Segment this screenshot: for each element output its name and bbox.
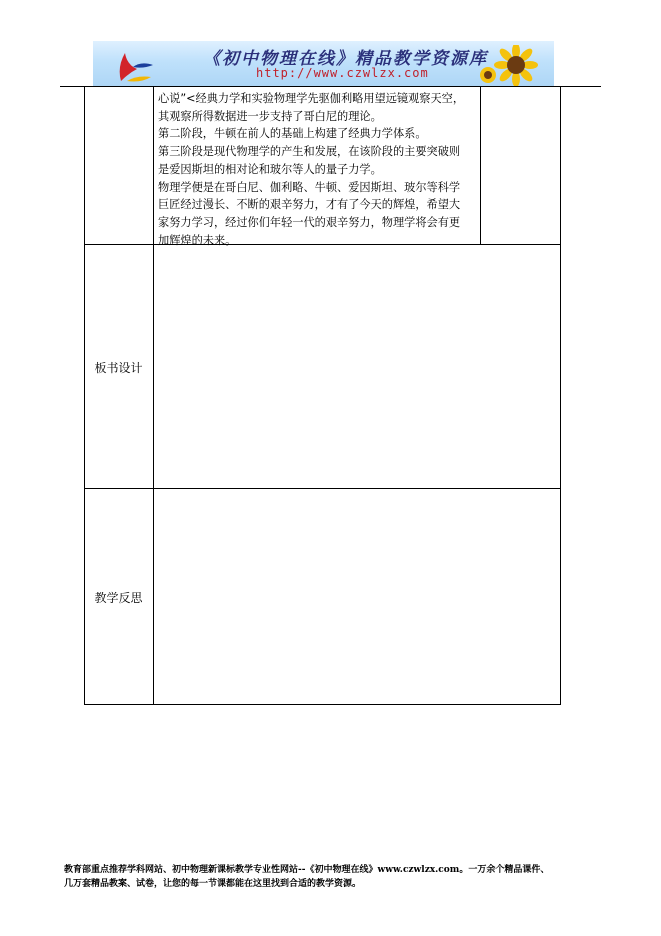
text-line: 巨匠经过漫长、不断的艰辛努力，才有了今天的辉煌，希望大 xyxy=(158,198,461,212)
text-line: 第二阶段，牛顿在前人的基础上构建了经典力学体系。 xyxy=(158,127,427,141)
text-line: 家努力学习，经过你们年轻一代的艰辛努力，物理学将会有更 xyxy=(158,215,461,229)
text-line: 第三阶段是现代物理学的产生和发展，在该阶段的主要突破则 xyxy=(158,145,461,159)
table-row-board-design-content xyxy=(153,244,561,489)
board-design-label: 板书设计 xyxy=(94,361,143,375)
header-banner xyxy=(93,41,554,86)
banner-url[interactable]: http://www.czwlzx.com xyxy=(256,66,429,80)
continuation-text xyxy=(158,90,478,249)
banner-title: 《初中物理在线》精品教学资源库 xyxy=(203,49,488,69)
text-line: 心说”<经典力学和实验物理学先驱伽利略用望远镜观察天空， xyxy=(158,92,465,105)
text-line: 加辉煌的未来。 xyxy=(158,233,237,247)
table-row-reflection-content xyxy=(153,488,561,705)
sunflower-icon xyxy=(476,45,546,86)
footer-line-1: 教育部重点推荐学科网站、初中物理新课标教学专业性网站--《初中物理在线》www.czwlzx.com。一万余个精品课件、 xyxy=(64,865,550,875)
table-row-continuation-left xyxy=(84,87,154,245)
page-footer xyxy=(64,863,604,891)
table-row-continuation-right xyxy=(480,87,561,245)
footer-line-2: 几万套精品教案、试卷，让您的每一节课都能在这里找到合适的教学资源。 xyxy=(64,879,362,889)
reflection-label: 教学反思 xyxy=(94,591,143,605)
text-line: 是爱因斯坦的相对论和玻尔等人的量子力学。 xyxy=(158,162,382,176)
logo-icon xyxy=(107,47,157,83)
text-line: 其观察所得数据进一步支持了哥白尼的理论。 xyxy=(158,109,382,123)
text-line: 物理学便是在哥白尼、伽利略、牛顿、爱因斯坦、玻尔等科学 xyxy=(158,180,461,194)
